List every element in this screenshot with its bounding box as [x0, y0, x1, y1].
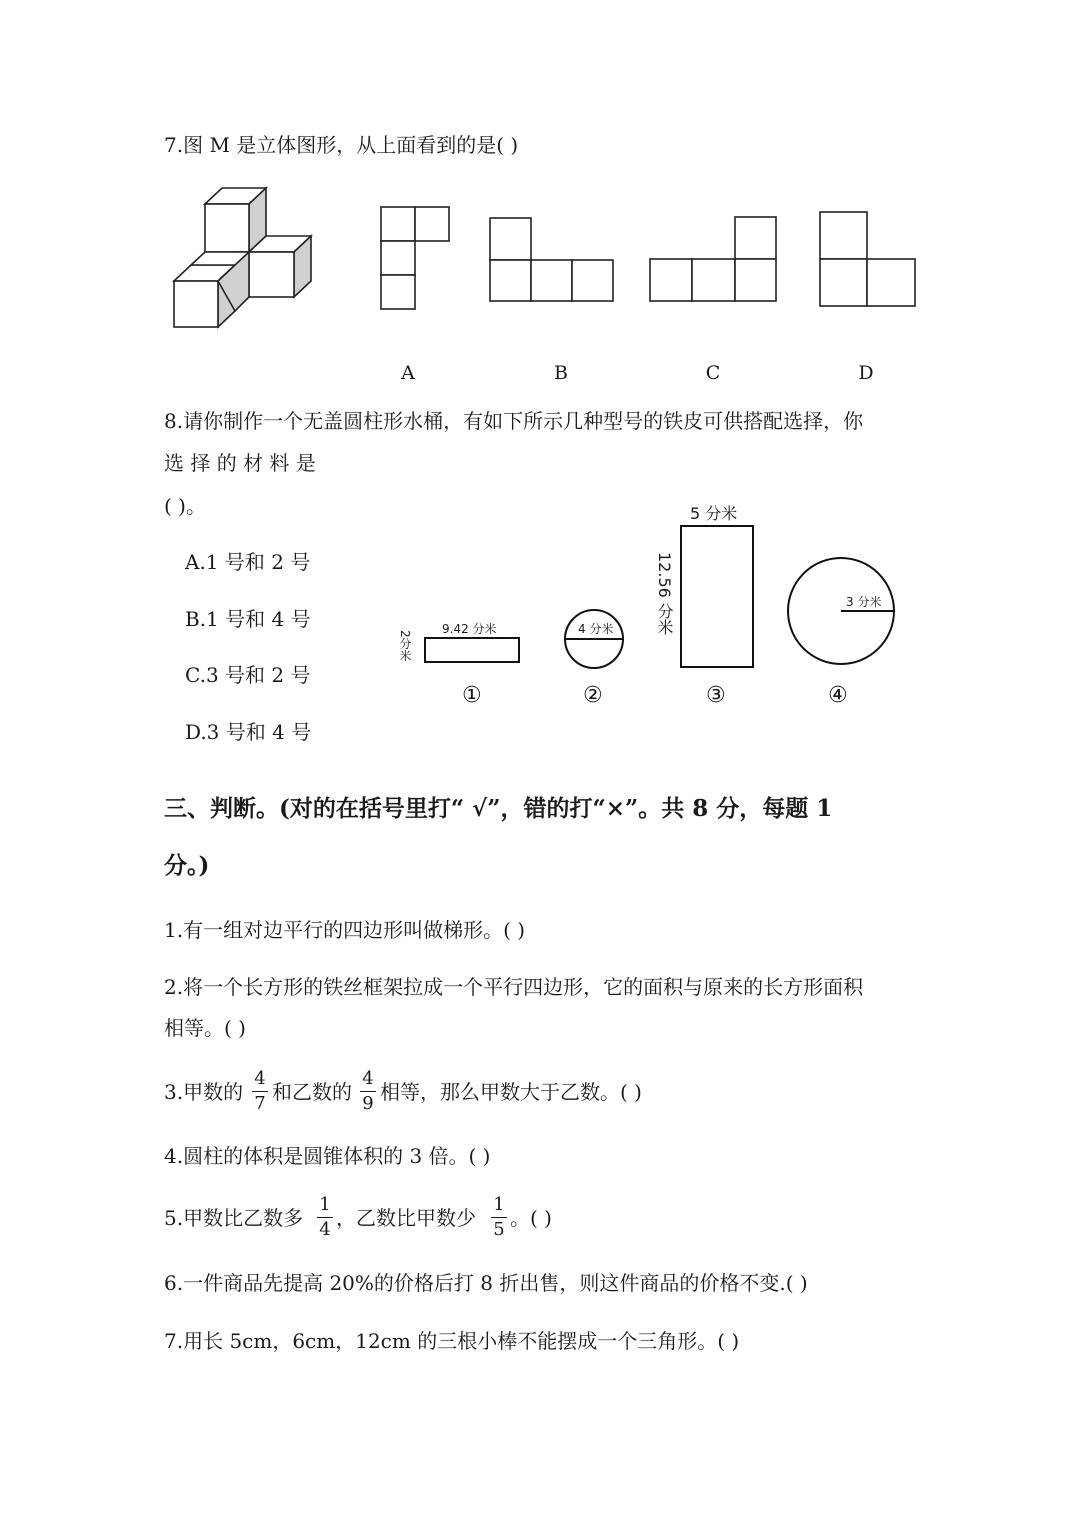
m3-height-label: 12.56 分米 — [655, 552, 674, 635]
material-number-1: ① — [462, 683, 482, 708]
q8-answer-blank: ( )。 — [164, 494, 206, 518]
fraction-numerator: 4 — [362, 1068, 374, 1089]
judge-q2-line2: 相等。( ) — [164, 1016, 246, 1040]
judge-q5-part3: 。( ) — [510, 1206, 552, 1230]
fraction-denominator: 7 — [254, 1093, 266, 1114]
judge-q7: 7.用长 5cm，6cm，12cm 的三根小棒不能摆成一个三角形。( ) — [164, 1329, 740, 1353]
fraction-denominator: 5 — [493, 1219, 505, 1240]
m1-height-label: 2分米 — [398, 630, 412, 662]
option-b-label: B — [554, 362, 568, 384]
judge-q3-part2: 和乙数的 — [272, 1080, 352, 1104]
section3-title-line1: 三、判断。(对的在括号里打“ √”，错的打“×”。共 8 分，每题 1 — [164, 795, 833, 822]
section3-title-line2: 分。) — [164, 852, 210, 879]
judge-q5-fraction-1 — [317, 1196, 333, 1239]
judge-q5-part2: ，乙数比甲数少 — [336, 1206, 476, 1230]
option-c-label: C — [705, 362, 721, 384]
q8-question-line1: 8.请你制作一个无盖圆柱形水桶，有如下所示几种型号的铁皮可供搭配选择，你 — [164, 409, 864, 433]
judge-q3-fraction-2 — [360, 1070, 376, 1113]
judge-q6: 6.一件商品先提高 20%的价格后打 8 折出售，则这件商品的价格不变.( ) — [164, 1271, 808, 1295]
material-1-rect — [425, 638, 519, 662]
q7-question: 7.图 M 是立体图形，从上面看到的是( ) — [164, 133, 519, 157]
fraction-numerator: 4 — [254, 1068, 266, 1089]
judge-q5-fraction-2 — [491, 1196, 507, 1239]
option-d-label: D — [858, 362, 874, 384]
material-3-rect — [681, 526, 753, 667]
m3-width-label: 5 分米 — [690, 504, 738, 523]
m2-diameter-label: 4 分米 — [578, 622, 614, 636]
q8-choice-b: B.1 号和 4 号 — [185, 607, 311, 631]
m1-width-label: 9.42 分米 — [442, 622, 497, 636]
q8-question-line2: 选 择 的 材 料 是 — [164, 451, 316, 475]
material-number-4: ④ — [828, 683, 848, 708]
q8-choice-a: A.1 号和 2 号 — [185, 550, 311, 574]
judge-q5-part1: 5.甲数比乙数多 — [164, 1206, 304, 1230]
judge-q1: 1.有一组对边平行的四边形叫做梯形。( ) — [164, 918, 526, 942]
judge-q3-part3: 相等，那么甲数大于乙数。( ) — [380, 1080, 642, 1104]
material-number-3: ③ — [706, 683, 726, 708]
m4-radius-label: 3 分米 — [846, 595, 882, 609]
fraction-numerator: 1 — [319, 1194, 331, 1215]
fraction-numerator: 1 — [493, 1194, 505, 1215]
q8-choice-c: C.3 号和 2 号 — [185, 663, 311, 687]
judge-q2-line1: 2.将一个长方形的铁丝框架拉成一个平行四边形，它的面积与原来的长方形面积 — [164, 975, 864, 999]
judge-q4: 4.圆柱的体积是圆锥体积的 3 倍。( ) — [164, 1144, 491, 1168]
fraction-denominator: 4 — [319, 1219, 331, 1240]
material-number-2: ② — [583, 683, 603, 708]
fraction-denominator: 9 — [362, 1093, 374, 1114]
judge-q3-part1: 3.甲数的 — [164, 1080, 244, 1104]
q8-choice-d: D.3 号和 4 号 — [185, 720, 312, 744]
judge-q3-fraction-1 — [252, 1070, 268, 1113]
option-a-label: A — [401, 362, 415, 384]
